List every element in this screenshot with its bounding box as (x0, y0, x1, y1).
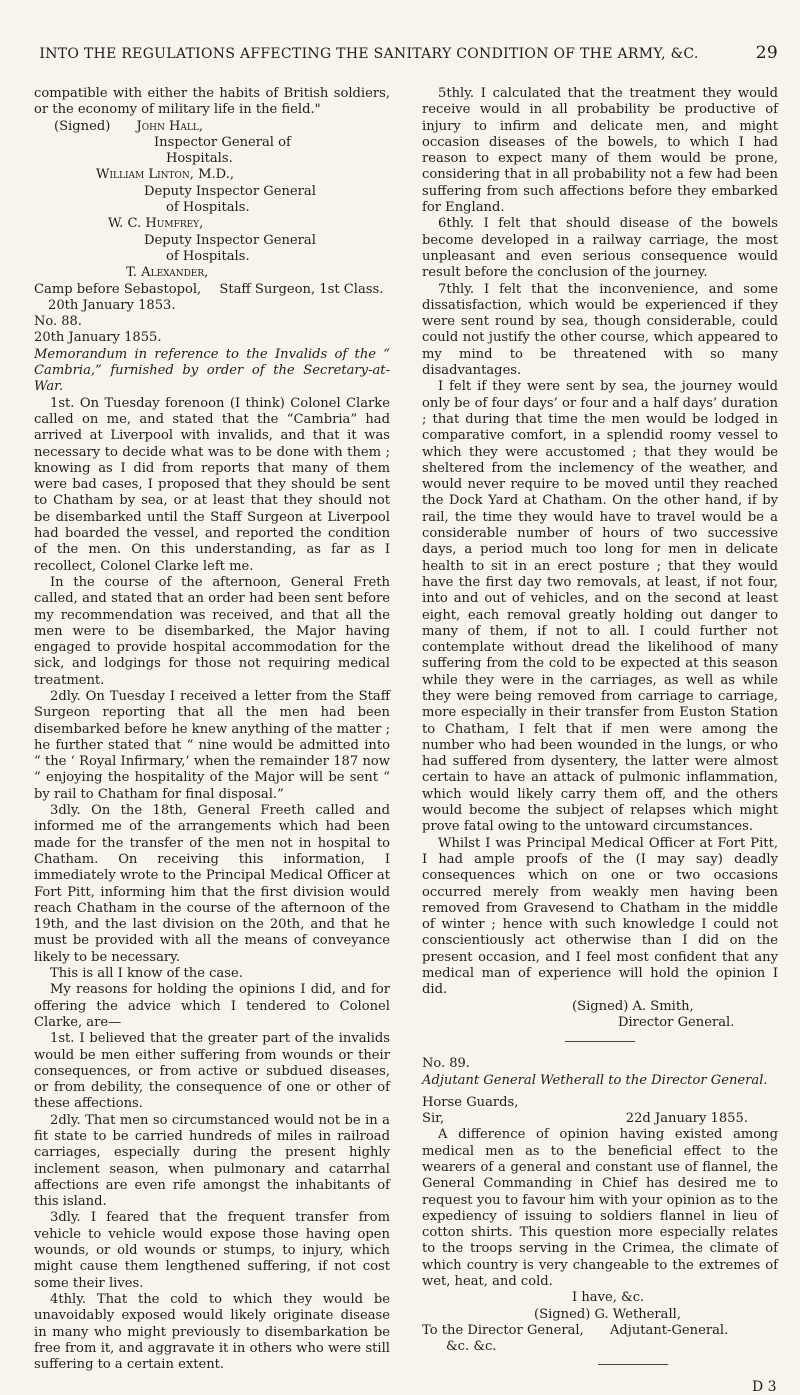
addressee-line (422, 1323, 778, 1339)
letter-body: A difference of opinion having existed among medical men as to the beneficial effect to the wearers of a general and constant use of flannel, the General Commanding in Chief has desired me to request you to favour him with your opinion as to the expediency of issuing to soldiers flannel in lieu of cotton shirts. This question more especially relates to the troops serving in the Crimea, the climate of which country is very changeable to the extremes of wet, heat, and cold. (422, 1127, 778, 1290)
addressee: To the Director General, (422, 1322, 584, 1338)
paragraph: My reasons for holding the opinions I did, and for offering the advice which I tendered to Colonel Clarke, are— (34, 982, 390, 1030)
signatory-role: Deputy Inspector General (144, 232, 316, 248)
etcetera: &c. &c. (446, 1339, 497, 1355)
paragraph: 1st. On Tuesday forenoon (I think) Colonel Clarke called on me, and stated that the “Cambria” had arrived at Liverpool with invalids, and that it was necessary to decide what was to be done with them ; knowing as I did from reports that many of them were bad cases, I proposed that they should be sent to Chatham by sea, or at least that they should not be disembarked until the Staff Surgeon at Liverpool had boarded the vessel, and reported the condition of the men. On this understanding, as far as I recollect, Colonel Clarke left me. (34, 395, 390, 574)
signatory-role: of Hospitals. (166, 200, 250, 216)
document-number: No. 88. (34, 314, 82, 330)
paragraph: 2dly. That men so circumstanced would not be in a fit state to be carried hundreds of miles in railroad carriages, especially during the present highly inclement season, when pulmonary and catarrhal affections are even rife amongst the inhabitants of this island. (34, 1112, 390, 1210)
section-divider (565, 1041, 635, 1042)
paragraph: 1st. I believed that the greater part of the invalids would be men either suffering from wounds or their consequences, or from active or subdued diseases, or from debility, the consequence of one or other of these affections. (34, 1031, 390, 1112)
signature-mark: D 3 (752, 1378, 777, 1395)
paragraph: 6thly. I felt that should disease of the bowels become developed in a railway carriage, the most unpleasant and even serious consequence would result before the conclusion of the journey. (422, 216, 778, 281)
document-number: No. 89. (422, 1056, 470, 1072)
salutation-line (422, 1111, 778, 1127)
staff-surgeon-rank: Staff Surgeon, 1st Class. (219, 281, 384, 297)
closing: I have, &c. (572, 1290, 645, 1306)
letter-date: 22d January 1855. (625, 1111, 748, 1127)
date-line: 20th January 1853. (48, 297, 176, 313)
salutation: Sir, (422, 1111, 445, 1127)
paragraph: I felt if they were sent by sea, the journey would only be of four days’ or four and a half days’ duration ; that during that time the men would be lodged in comparative comfort, in a splendid roomy vessel to which they were accustomed ; that they would be sheltered from the inclemency of the weather, and would never require to be moved until they reached the Dock Yard at Chatham. On the other hand, if by rail, the time they would have to travel would be a considerable number of hours of two successive days, a period much too long for men in delicate health to sit in an erect posture ; that they would have the first day two removals, at least, if not four, into and out of vehicles, and on the second at least eight, each removal greatly holding out danger to many of them, if not to all. I could further not contemplate without dread the likelihood of many suffering from the cold to be expected at this season while they were in the carriages, as well as while they were being removed from carriage to carriage, more especially in their transfer from Euston Station to Chatham, I felt that if men were among the number who had been wounded in the lungs, or who had suffered from dysentery, the latter were almost certain to have an attack of pulmonic inflammation, which would likely carry them off, and the others would become the subject of relapses which might prove fatal owing to the untoward circumstances. (422, 379, 778, 835)
letter-place: Horse Guards, (422, 1094, 519, 1110)
signatory-role: of Hospitals. (166, 248, 250, 264)
smith-signature: (Signed) A. Smith, (572, 998, 694, 1014)
camp-place: Camp before Sebastopol, (34, 281, 202, 297)
wetherall-signature: (Signed) G. Wetherall, (534, 1306, 681, 1322)
signatory-1 (34, 119, 390, 135)
paragraph: 3dly. I feared that the frequent transfer from vehicle to vehicle would expose those having open wounds, or old wounds or stumps, to injury, which might cause them lengthened suffering, if not cost some their lives. (34, 1210, 390, 1291)
paragraph: 5thly. I calculated that the treatment they would receive would in all probability be productive of injury to infirm and delicate men, and might occasion diseases of the bowels, to which I had reason to expect many of them would be prone, considering that in all probability not a few had been suffering from such affections before they embarked for England. (422, 86, 778, 216)
signatory-role: Deputy Inspector General (144, 183, 316, 199)
signatory-name: W. C. Humfrey, (108, 216, 204, 232)
paragraph: This is all I know of the case. (50, 966, 243, 982)
paragraph: Whilst I was Principal Medical Officer at Fort Pitt, I had ample proofs of the (I may say) deadly consequences which on one or two occasions occurred merely from weakly men having been removed from Gravesend to Chatham in the middle of winter ; hence with such knowledge I could not conscientiously act otherwise than I did on the present occasion, and I feel most confident that any medical man of experience will hold the opinion I did. (422, 835, 778, 998)
letter-caption: Adjutant General Wetherall to the Director General. (422, 1072, 768, 1088)
signatory-role: Inspector General of (154, 134, 291, 150)
signature-block (34, 119, 390, 315)
smith-role: Director General. (618, 1014, 735, 1030)
signatory-role: Hospitals. (166, 151, 233, 167)
paragraph: 4thly. That the cold to which they would be unavoidably exposed would likely originate disease in many who might previously to disembarkation be free from it, and aggravate it in others who were still suffering to a certain extent. (34, 1291, 390, 1373)
paragraph: 7thly. I felt that the inconvenience, and some dissatisfaction, which would be experienced if they were sent round by sea, though considerable, could could not justify the other course, which appeared to my mind to be threatened with so many disadvantages. (422, 281, 778, 379)
running-head (30, 43, 778, 68)
left-column (34, 86, 390, 1373)
paragraph: In the course of the afternoon, General Freth called, and stated that an order had been sent before my recommendation was received, and that all the men were to be disembarked, the Major having engaged to provide hospital accommodation for the sick, and lodgings for those not requiring medical treatment. (34, 574, 390, 688)
adjutant-role: Adjutant-General. (609, 1322, 729, 1338)
opening-paragraph: compatible with either the habits of British soldiers, or the economy of military life in the field." (34, 86, 390, 118)
signatory-name: T. Alexander, (126, 265, 209, 281)
memo-caption: Memorandum in reference to the Invalids of the “ Cambria,” furnished by order of the Secretary-at-War. (34, 346, 390, 395)
closing-divider (598, 1364, 668, 1365)
camp-line (34, 282, 390, 298)
signatory-name: William Linton, M.D., (96, 167, 235, 183)
paragraph: 2dly. On Tuesday I received a letter from the Staff Surgeon reporting that all the men had been disembarked before he knew anything of the matter ; he further stated that “ nine would be admitted into “ the ‘ Royal Infirmary,’ when the remainder 187 now “ enjoying the hospitality of the Major will be sent “ by rail to Chatham for final disposal.” (34, 688, 390, 802)
memo-date: 20th January 1855. (34, 330, 162, 346)
right-column (422, 86, 778, 1395)
page-number: 29 (755, 43, 778, 63)
running-title: INTO THE REGULATIONS AFFECTING THE SANITARY CONDITION OF THE ARMY, &C. (39, 46, 699, 62)
text-columns (34, 86, 778, 1395)
signed-label: (Signed) (54, 118, 111, 134)
paragraph: 3dly. On the 18th, General Freeth called and informed me of the arrangements which had been made for the transfer of the men not in hospital to Chatham. On receiving this information, I immediately wrote to the Principal Medical Officer at Fort Pitt, informing him that the first division would reach Chatham in the course of the afternoon of the 19th, and the last division on the 20th, and that he must be provided with all the means of conveyance likely to be necessary. (34, 803, 390, 965)
signatory-name: John Hall, (136, 118, 204, 134)
